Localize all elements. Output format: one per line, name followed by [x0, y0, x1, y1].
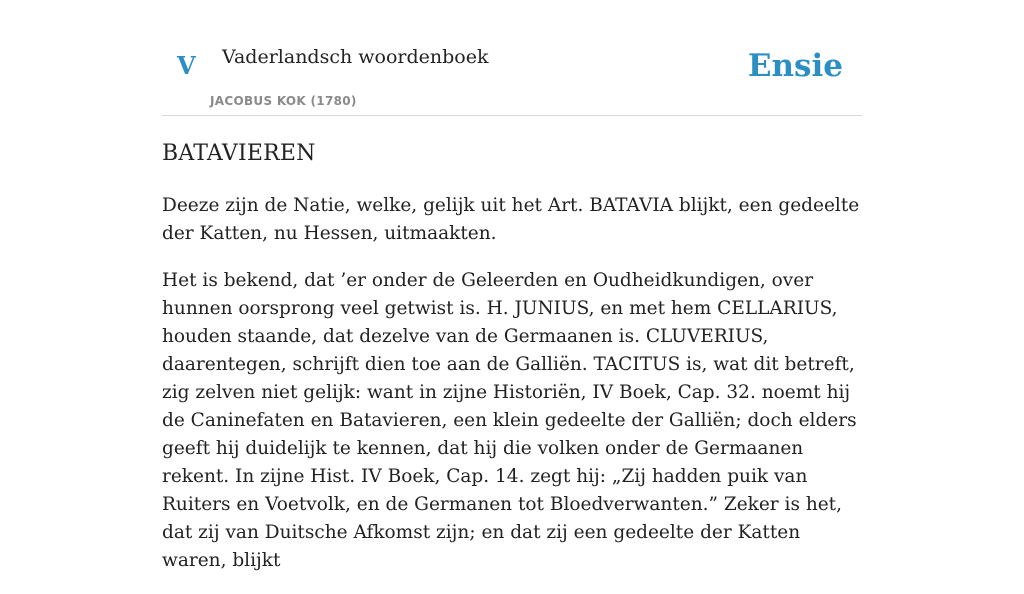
- entry-body: [162, 192, 862, 594]
- entry-title: BATAVIEREN: [162, 141, 316, 166]
- book-letter-badge[interactable]: V: [177, 51, 196, 80]
- book-title[interactable]: Vaderlandsch woordenboek: [222, 46, 489, 68]
- book-author: JACOBUS KOK (1780): [210, 94, 357, 108]
- entry-paragraph: Deeze zijn de Natie, welke, gelijk uit het Art. BATAVIA blijkt, een gedeelte der Katten, nu Hessen, uitmaakten.: [162, 195, 860, 244]
- page-header: [162, 0, 862, 116]
- page-container: [162, 0, 862, 571]
- ensie-logo[interactable]: Ensie: [747, 48, 843, 84]
- entry-paragraph: Het is bekend, dat ’er onder de Geleerden en Oudheidkundigen, over hunnen oorsprong veel getwist is. H. JUNIUS, en met hem CELLARIUS, houden staande, dat dezelve van de Germaanen is. CLUVERIUS, daarentegen, schrijft dien toe aan de Galliën. TACITUS is, wat dit betreft, zig zelven niet gelijk: want in zijne Historiën, IV Boek, Cap. 32. noemt hij de Caninefaten en Batavieren, een klein gedeelte der Galliën; doch elders geeft hij duidelijk te kennen, dat hij die volken onder de Germaanen rekent. In zijne Hist. IV Boek, Cap. 14. zegt hij: „Zij hadden puik van Ruiters en Voetvolk, en de Germanen tot Bloedverwanten.” Zeker is het, dat zij van Duitsche Afkomst zijn; en dat zij een gedeelte der Katten waren, blijkt: [162, 270, 857, 571]
